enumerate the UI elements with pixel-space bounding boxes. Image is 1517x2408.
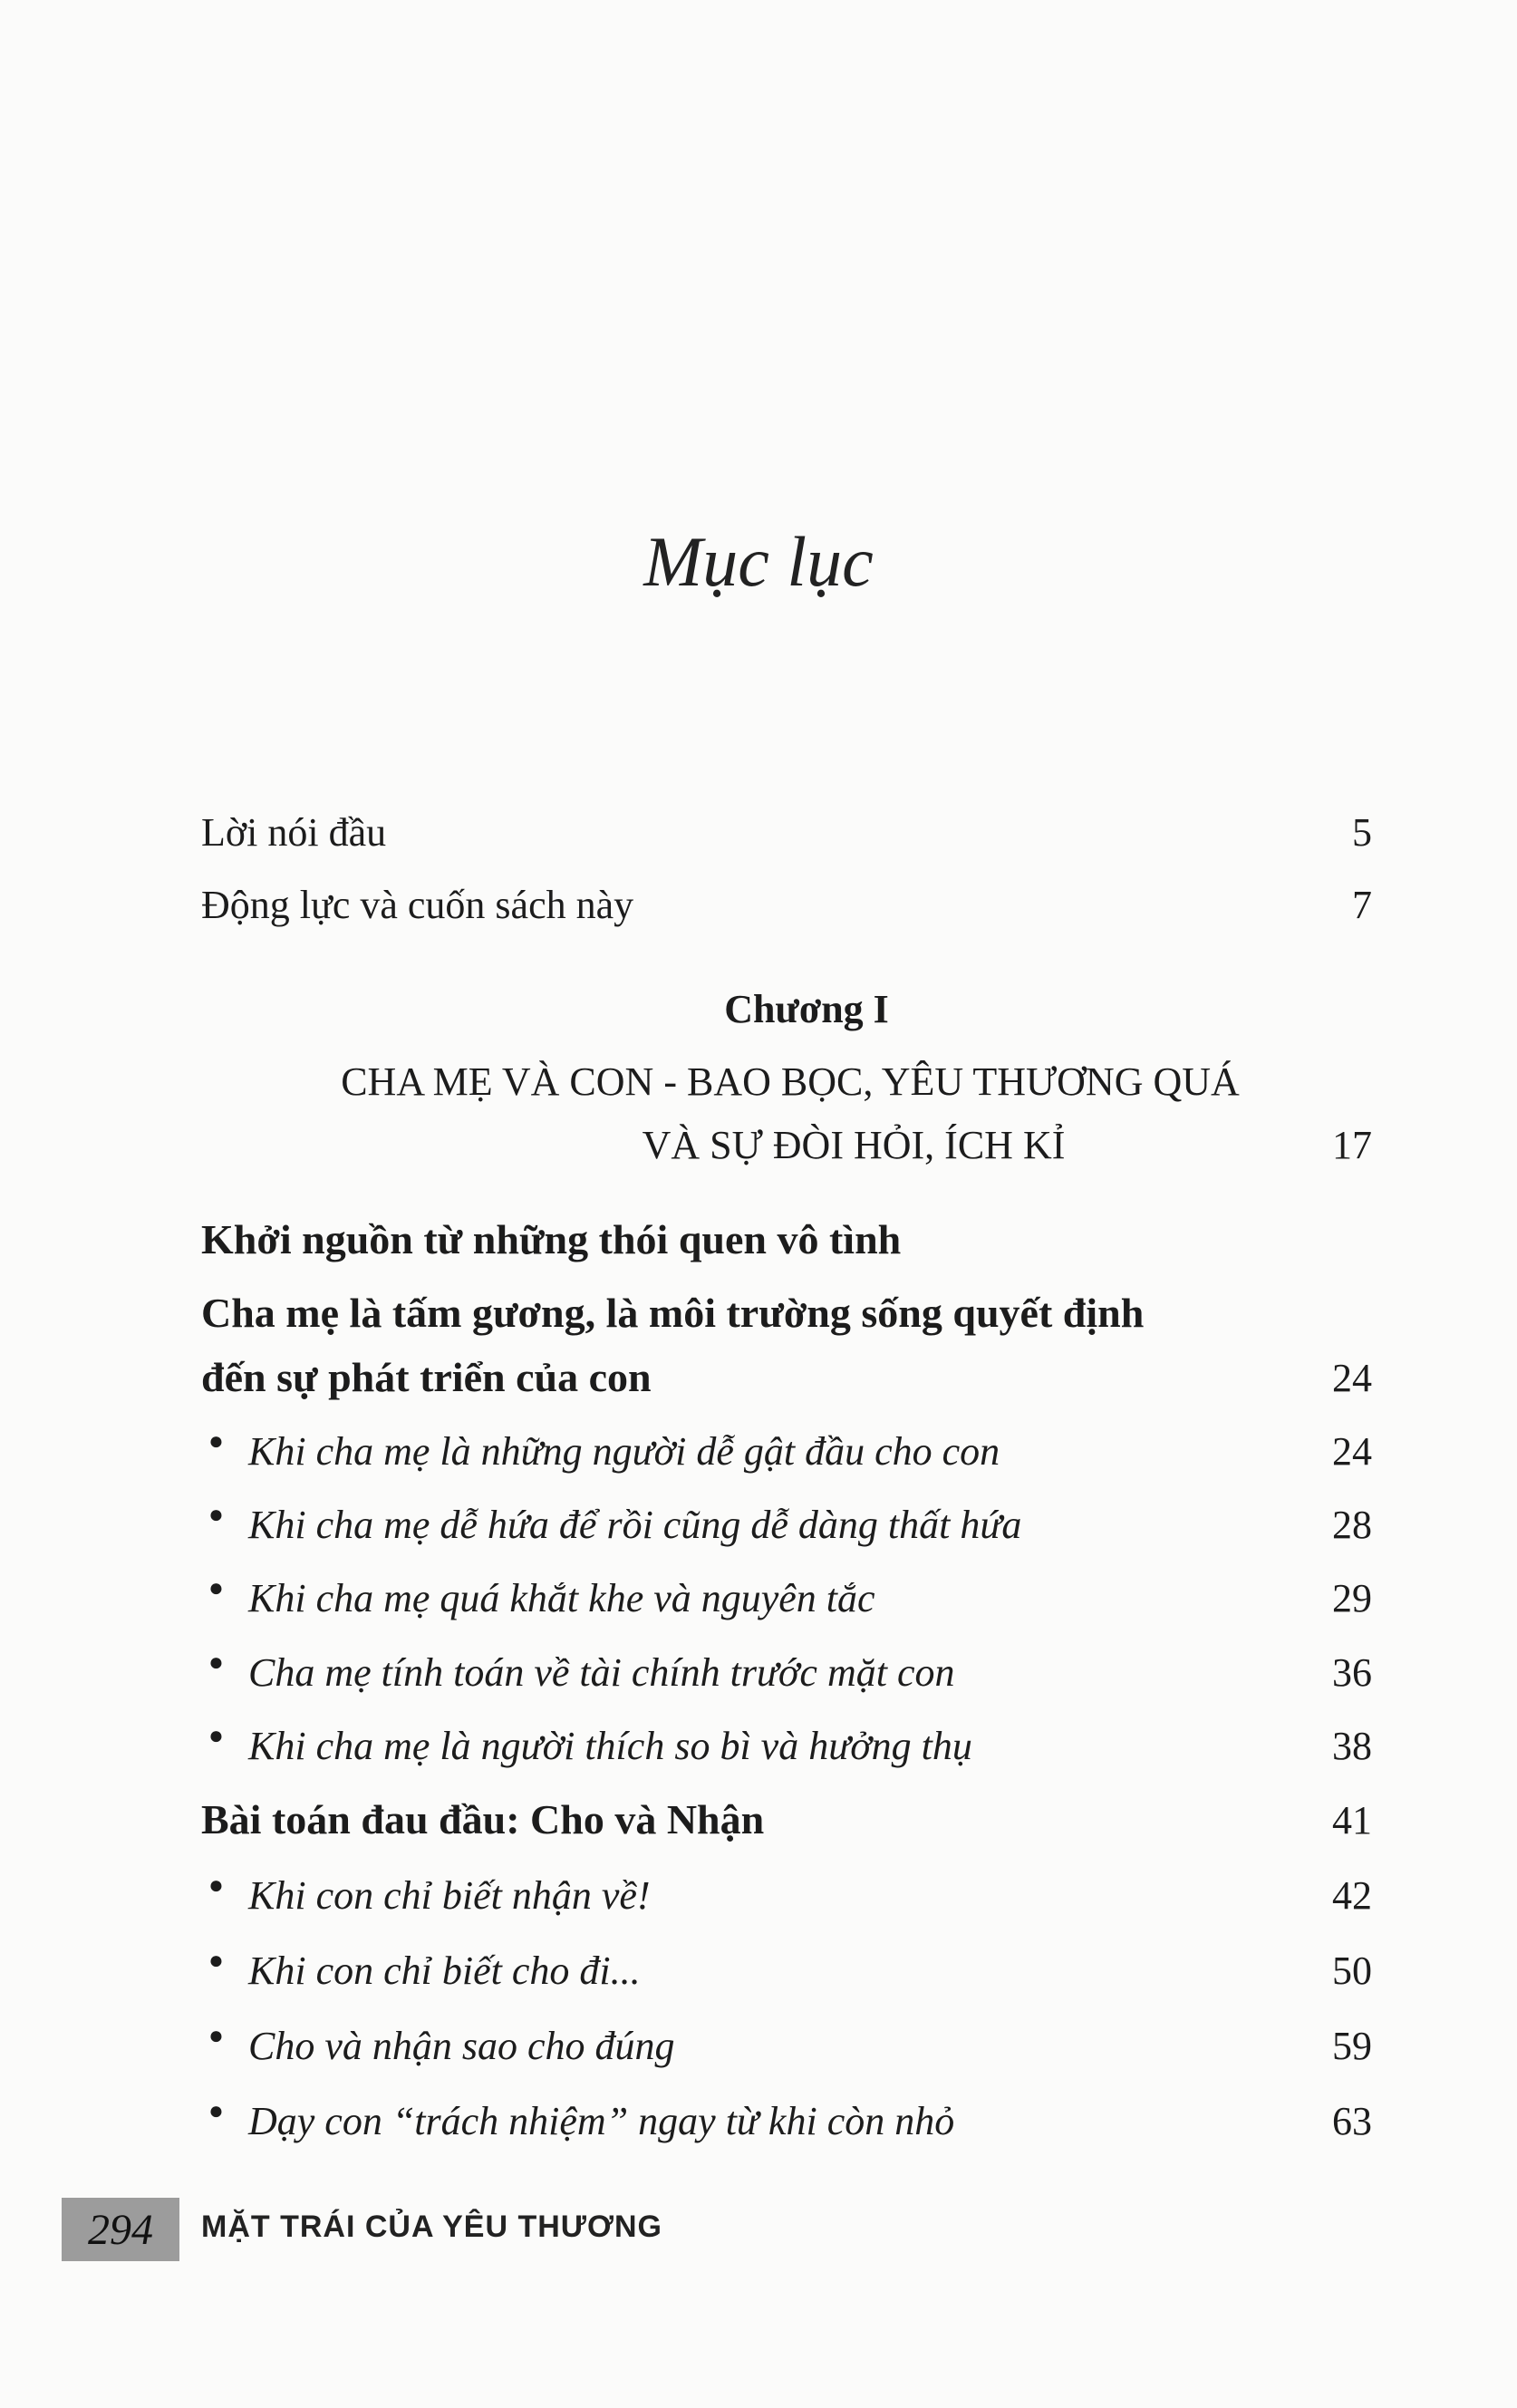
- toc-entry: [201, 1929, 1372, 1994]
- entry-page: 17: [1332, 1123, 1372, 1167]
- toc-entry: [201, 1630, 1372, 1696]
- toc-entry: [201, 1336, 1372, 1401]
- chapter-heading: Chương I: [724, 987, 889, 1031]
- bullet-icon: ●: [208, 1574, 224, 1602]
- entry-text: Khi cha mẹ là những người dễ gật đầu cho con: [248, 1429, 1000, 1474]
- entry-page: 7: [1352, 883, 1372, 927]
- bullet-icon: ●: [208, 1427, 224, 1455]
- toc-entry: [201, 2079, 1372, 2144]
- footer-page-number: 294: [62, 2198, 179, 2261]
- toc-entry: [201, 790, 1372, 856]
- entry-text: Khi con chỉ biết cho đi...: [248, 1949, 641, 1993]
- chapter-title-text: VÀ SỰ ĐÒI HỎI, ÍCH KỈ: [642, 1123, 1066, 1167]
- bullet-icon: ●: [208, 1871, 224, 1900]
- entry-page: 24: [1332, 1356, 1372, 1400]
- entry-page: 63: [1332, 2099, 1372, 2143]
- entry-text: đến sự phát triển của con: [201, 1354, 652, 1400]
- toc-title: Mục lục: [643, 522, 874, 601]
- bullet-icon: ●: [208, 1501, 224, 1529]
- entry-page: 50: [1332, 1949, 1372, 1993]
- entry-text: Khi cha mẹ quá khắt khe và nguyên tắc: [248, 1576, 875, 1620]
- entry-page: 24: [1332, 1429, 1372, 1474]
- entry-page: 5: [1352, 810, 1372, 855]
- entry-page: 59: [1332, 2024, 1372, 2068]
- bullet-icon: ●: [208, 1649, 224, 1677]
- entry-page: 42: [1332, 1873, 1372, 1918]
- entry-page: 41: [1332, 1798, 1372, 1842]
- entry-text: Cha mẹ tính toán về tài chính trước mặt con: [248, 1650, 955, 1695]
- bullet-icon: ●: [208, 2097, 224, 2125]
- entry-text: Dạy con “trách nhiệm” ngay từ khi còn nhỏ: [248, 2099, 955, 2143]
- bullet-icon: ●: [208, 1722, 224, 1750]
- entry-text: Khởi nguồn từ những thói quen vô tình: [201, 1216, 902, 1262]
- toc-entry: [201, 2004, 1372, 2069]
- entry-text: Khi cha mẹ dễ hứa để rồi cũng dễ dàng thất hứa: [248, 1503, 1022, 1547]
- entry-text: Lời nói đầu: [201, 810, 387, 855]
- toc-entry: [201, 1556, 1372, 1621]
- toc-entry: [201, 1198, 1372, 1263]
- entry-text: Khi con chỉ biết nhận về!: [248, 1873, 651, 1918]
- bullet-icon: ●: [208, 2022, 224, 2050]
- toc-entry: [201, 1272, 1372, 1337]
- toc-entry: [201, 1778, 1372, 1843]
- entry-page: 29: [1332, 1576, 1372, 1620]
- toc-entry: [201, 1409, 1372, 1475]
- entry-text: Khi cha mẹ là người thích so bì và hưởng thụ: [248, 1724, 972, 1768]
- entry-text: Bài toán đau đầu: Cho và Nhận: [201, 1796, 765, 1842]
- entry-text: Cha mẹ là tấm gương, là môi trường sống quyết định: [201, 1290, 1145, 1336]
- toc-entry: [201, 1853, 1372, 1919]
- entry-page: 38: [1332, 1724, 1372, 1768]
- footer-book-title: MẶT TRÁI CỦA YÊU THƯƠNG: [201, 2210, 662, 2244]
- toc-entry: [201, 863, 1372, 928]
- entry-text: Động lực và cuốn sách này: [201, 883, 634, 927]
- bullet-icon: ●: [208, 1947, 224, 1975]
- entry-page: 28: [1332, 1503, 1372, 1547]
- entry-page: 36: [1332, 1650, 1372, 1695]
- toc-entry: [201, 1704, 1372, 1769]
- entry-text: Cho và nhận sao cho đúng: [248, 2024, 675, 2068]
- chapter-title-text: CHA MẸ VÀ CON - BAO BỌC, YÊU THƯƠNG QUÁ: [341, 1059, 1240, 1104]
- toc-entry: [201, 1483, 1372, 1548]
